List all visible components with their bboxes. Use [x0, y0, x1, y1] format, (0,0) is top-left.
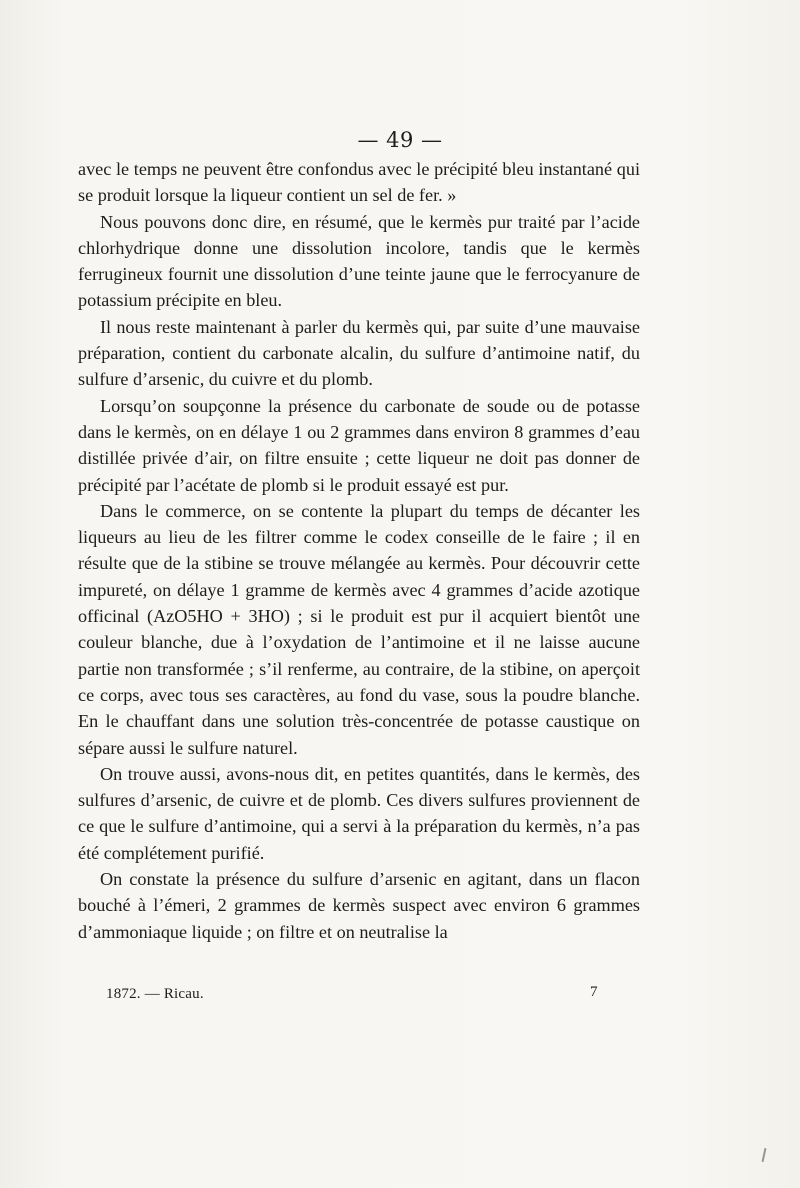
body-text — [78, 156, 640, 945]
footer-note: 1872. — Ricau. — [106, 986, 204, 1002]
signature-mark: 7 — [590, 984, 598, 1000]
paragraph: Dans le commerce, on se contente la plupart du temps de décanter les liqueurs au lieu de les filtrer comme le codex conseille de le faire ; il en résulte que de la stibine se trouve mélangée au kermès. Pour découvrir cette impureté, on délaye 1 gramme de kermès avec 4 grammes d’acide azotique officinal (AzO5HO + 3HO) ; si le produit est pur il acquiert bientôt une couleur blanche, due à l’oxydation de l’antimoine et il ne laisse aucune partie non transformée ; s’il renferme, au contraire, de la stibine, on aperçoit ce corps, avec tous ses caractères, au fond du vase, sous la poudre blanche. En le chauffant dans une solution très-concentrée de potasse caustique on sépare aussi le sulfure naturel. — [78, 500, 640, 758]
paragraph: On constate la présence du sulfure d’arsenic en agitant, dans un flacon bouché à l’émeri, 2 grammes de kermès suspect avec environ 6 grammes d’ammoniaque liquide ; on filtre et on neutralise la — [78, 869, 640, 942]
paragraph: Nous pouvons donc dire, en résumé, que le kermès pur traité par l’acide chlorhydrique donne une dissolution incolore, tandis que le kermès ferrugineux fournit une dissolution d’une teinte jaune que le ferrocyanure de potassium précipite en bleu. — [78, 211, 640, 311]
paragraph: avec le temps ne peuvent être confondus avec le précipité bleu instantané qui se produit lorsque la liqueur contient un sel de fer. » — [78, 159, 640, 206]
paragraph: On trouve aussi, avons-nous dit, en petites quantités, dans le kermès, des sulfures d’arsenic, de cuivre et de plomb. Ces divers sulfures proviennent de ce que le sulfure d’antimoine, qui a servi à la préparation du kermès, n’a pas été complétement purifié. — [78, 763, 640, 863]
paragraph: Il nous reste maintenant à parler du kermès qui, par suite d’une mauvaise préparation, contient du carbonate alcalin, du sulfure d’antimoine natif, du sulfure d’arsenic, du cuivre et du plomb. — [78, 316, 640, 390]
stray-mark — [762, 1148, 767, 1162]
page-number: — 49 — — [357, 128, 443, 152]
paragraph: Lorsqu’on soupçonne la présence du carbonate de soude ou de potasse dans le kermès, on en délaye 1 ou 2 grammes dans environ 8 grammes d’eau distillée privée d’air, on filtre ensuite ; cette liqueur ne doit pas donner de précipité par l’acétate de plomb si le produit essayé est pur. — [78, 395, 640, 495]
